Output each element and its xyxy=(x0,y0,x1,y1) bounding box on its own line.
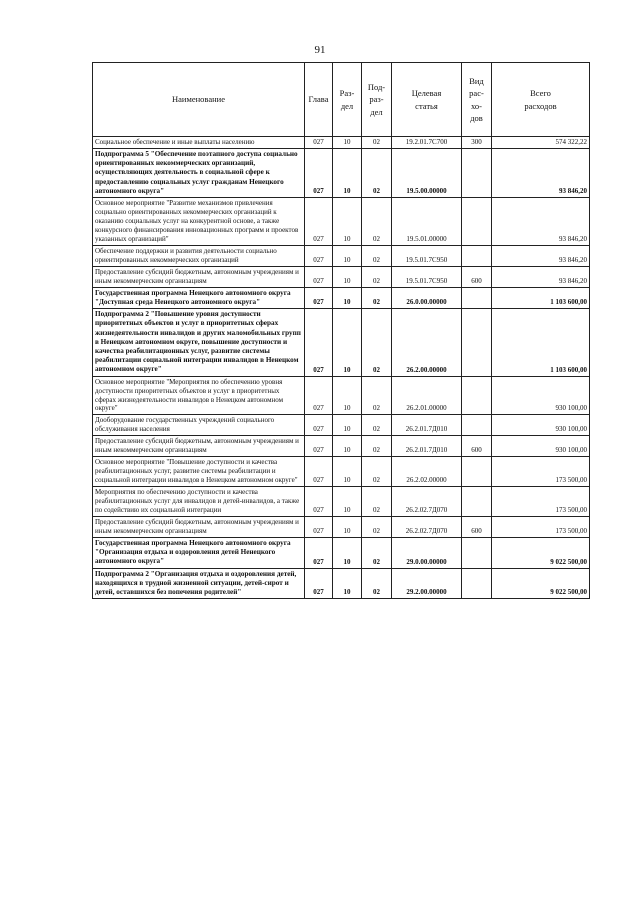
cell-name: Социальное обеспечение и иные выплаты населению xyxy=(93,137,305,149)
cell-target: 19.5.01.7С950 xyxy=(392,245,462,266)
cell-name: Подпрограмма 5 "Обеспечение поэтапного доступа социально ориентированных некоммерческих организаций, осуществляющих деятельность в социальной сфере к предоставлению социальных услуг гражданам Ненецкого автономного округа" xyxy=(93,148,305,197)
cell-chapter: 027 xyxy=(305,266,333,287)
header-total: Всего расходов xyxy=(492,63,590,137)
table-row xyxy=(93,266,590,287)
cell-chapter: 027 xyxy=(305,415,333,436)
cell-name: Подпрограмма 2 "Повышение уровня доступности приоритетных объектов и услуг в приоритетных сферах жизнедеятельности инвалидов и других маломобильных групп в Ненецком автономном округе, повышение доступности и качества реабилитационных услуг, развитие системы реабилитации социальной интеграции инвалидов в Ненецком автономном округе" xyxy=(93,309,305,377)
cell-name: Подпрограмма 2 "Организация отдыха и оздоровления детей, находящихся в трудной жизненной ситуации, детей-сирот и детей, оставшихся без попечения родителей" xyxy=(93,568,305,599)
cell-total: 93 846,20 xyxy=(492,266,590,287)
cell-name: Предоставление субсидий бюджетным, автономным учреждениям и иным некоммерческим организациям xyxy=(93,266,305,287)
table-row xyxy=(93,245,590,266)
cell-section: 10 xyxy=(333,148,362,197)
cell-target: 19.5.00.00000 xyxy=(392,148,462,197)
cell-chapter: 027 xyxy=(305,487,333,517)
cell-section: 10 xyxy=(333,516,362,537)
cell-target: 26.2.01.00000 xyxy=(392,376,462,415)
cell-total: 93 846,20 xyxy=(492,148,590,197)
cell-section: 10 xyxy=(333,137,362,149)
cell-target: 29.0.00.00000 xyxy=(392,537,462,568)
cell-target: 26.2.01.7Д010 xyxy=(392,436,462,457)
cell-total: 93 846,20 xyxy=(492,198,590,246)
table-body xyxy=(93,137,590,599)
cell-section: 10 xyxy=(333,436,362,457)
table-row xyxy=(93,137,590,149)
cell-total: 173 500,00 xyxy=(492,487,590,517)
cell-total: 9 022 500,00 xyxy=(492,568,590,599)
table-row xyxy=(93,487,590,517)
cell-exp-type xyxy=(462,245,492,266)
cell-section: 10 xyxy=(333,568,362,599)
table-row xyxy=(93,148,590,197)
table-row xyxy=(93,376,590,415)
cell-target: 29.2.00.00000 xyxy=(392,568,462,599)
cell-subsection: 02 xyxy=(362,245,392,266)
cell-name: Государственная программа Ненецкого автономного округа "Организация отдыха и оздоровления детей Ненецкого автономного округа" xyxy=(93,537,305,568)
cell-total: 93 846,20 xyxy=(492,245,590,266)
cell-name: Предоставление субсидий бюджетным, автономным учреждениям и иным некоммерческим организациям xyxy=(93,516,305,537)
cell-total: 930 100,00 xyxy=(492,376,590,415)
cell-exp-type: 600 xyxy=(462,266,492,287)
cell-target: 26.2.00.00000 xyxy=(392,309,462,377)
cell-total: 574 322,22 xyxy=(492,137,590,149)
cell-exp-type xyxy=(462,457,492,487)
table-header xyxy=(93,63,590,137)
cell-target: 19.5.01.00000 xyxy=(392,198,462,246)
table-row xyxy=(93,198,590,246)
cell-total: 173 500,00 xyxy=(492,516,590,537)
cell-subsection: 02 xyxy=(362,436,392,457)
cell-subsection: 02 xyxy=(362,198,392,246)
cell-section: 10 xyxy=(333,376,362,415)
cell-name: Основное мероприятие "Развитие механизмов привлечения социально ориентированных некоммерческих организаций к оказанию социальных услуг на конкурентной основе, а также конкурсного финансирования инновационных программ и проектов указанных организаций" xyxy=(93,198,305,246)
header-target: Целевая статья xyxy=(392,63,462,137)
cell-target: 26.2.01.7Д010 xyxy=(392,415,462,436)
cell-total: 173 500,00 xyxy=(492,457,590,487)
cell-subsection: 02 xyxy=(362,537,392,568)
page-number: 91 xyxy=(314,44,326,56)
cell-name: Основное мероприятие "Повышение доступности и качества реабилитационных услуг, развитие системы реабилитации и социальной интеграции инвалидов в Ненецком автономном округе" xyxy=(93,457,305,487)
header-exp-type: Вид рас- хо- дов xyxy=(462,63,492,137)
cell-section: 10 xyxy=(333,287,362,308)
cell-exp-type xyxy=(462,148,492,197)
cell-name: Мероприятия по обеспечению доступности и качества реабилитационных услуг для инвалидов и детей-инвалидов, а также по содействию их социальной интеграции xyxy=(93,487,305,517)
cell-subsection: 02 xyxy=(362,287,392,308)
cell-target: 19.2.01.7С700 xyxy=(392,137,462,149)
table-row xyxy=(93,537,590,568)
cell-total: 930 100,00 xyxy=(492,436,590,457)
cell-target: 26.2.02.7Д070 xyxy=(392,487,462,517)
cell-target: 26.0.00.00000 xyxy=(392,287,462,308)
cell-exp-type: 600 xyxy=(462,436,492,457)
cell-section: 10 xyxy=(333,266,362,287)
cell-total: 9 022 500,00 xyxy=(492,537,590,568)
cell-exp-type xyxy=(462,537,492,568)
cell-target: 26.2.02.7Д070 xyxy=(392,516,462,537)
cell-chapter: 027 xyxy=(305,148,333,197)
cell-exp-type xyxy=(462,198,492,246)
cell-subsection: 02 xyxy=(362,148,392,197)
cell-subsection: 02 xyxy=(362,516,392,537)
cell-chapter: 027 xyxy=(305,309,333,377)
header-chapter: Глава xyxy=(305,63,333,137)
cell-chapter: 027 xyxy=(305,137,333,149)
table-row xyxy=(93,568,590,599)
cell-name: Предоставление субсидий бюджетным, автономным учреждениям и иным некоммерческим организациям xyxy=(93,436,305,457)
table-row xyxy=(93,309,590,377)
table-row xyxy=(93,415,590,436)
table-row xyxy=(93,457,590,487)
cell-total: 930 100,00 xyxy=(492,415,590,436)
cell-name: Основное мероприятие "Мероприятия по обеспечению уровня доступности приоритетных объектов и услуг в приоритетных сферах жизнедеятельности инвалидов в Ненецком автономном округе" xyxy=(93,376,305,415)
cell-name: Дооборудование государственных учреждений социального обслуживания населения xyxy=(93,415,305,436)
cell-exp-type: 300 xyxy=(462,137,492,149)
header-subsection: Под- раз- дел xyxy=(362,63,392,137)
cell-section: 10 xyxy=(333,487,362,517)
cell-name: Государственная программа Ненецкого автономного округа "Доступная среда Ненецкого автономного округа" xyxy=(93,287,305,308)
cell-section: 10 xyxy=(333,415,362,436)
cell-target: 19.5.01.7С950 xyxy=(392,266,462,287)
header-name: Наименование xyxy=(93,63,305,137)
budget-table xyxy=(92,62,590,599)
cell-exp-type: 600 xyxy=(462,516,492,537)
cell-subsection: 02 xyxy=(362,376,392,415)
cell-exp-type xyxy=(462,415,492,436)
header-section: Раз- дел xyxy=(333,63,362,137)
cell-chapter: 027 xyxy=(305,436,333,457)
cell-subsection: 02 xyxy=(362,487,392,517)
cell-exp-type xyxy=(462,487,492,517)
cell-chapter: 027 xyxy=(305,376,333,415)
cell-exp-type xyxy=(462,287,492,308)
cell-subsection: 02 xyxy=(362,568,392,599)
cell-subsection: 02 xyxy=(362,415,392,436)
cell-subsection: 02 xyxy=(362,457,392,487)
cell-subsection: 02 xyxy=(362,266,392,287)
cell-subsection: 02 xyxy=(362,309,392,377)
cell-target: 26.2.02.00000 xyxy=(392,457,462,487)
cell-name: Обеспечение поддержки и развития деятельности социально ориентированных некоммерческих организаций xyxy=(93,245,305,266)
cell-section: 10 xyxy=(333,457,362,487)
cell-total: 1 103 600,00 xyxy=(492,309,590,377)
cell-chapter: 027 xyxy=(305,245,333,266)
cell-total: 1 103 600,00 xyxy=(492,287,590,308)
table-row xyxy=(93,516,590,537)
cell-exp-type xyxy=(462,376,492,415)
cell-section: 10 xyxy=(333,245,362,266)
cell-subsection: 02 xyxy=(362,137,392,149)
cell-exp-type xyxy=(462,309,492,377)
cell-exp-type xyxy=(462,568,492,599)
cell-chapter: 027 xyxy=(305,198,333,246)
table-row xyxy=(93,287,590,308)
cell-chapter: 027 xyxy=(305,516,333,537)
cell-chapter: 027 xyxy=(305,568,333,599)
cell-chapter: 027 xyxy=(305,287,333,308)
cell-section: 10 xyxy=(333,537,362,568)
cell-chapter: 027 xyxy=(305,457,333,487)
table-row xyxy=(93,436,590,457)
cell-section: 10 xyxy=(333,198,362,246)
cell-chapter: 027 xyxy=(305,537,333,568)
cell-section: 10 xyxy=(333,309,362,377)
